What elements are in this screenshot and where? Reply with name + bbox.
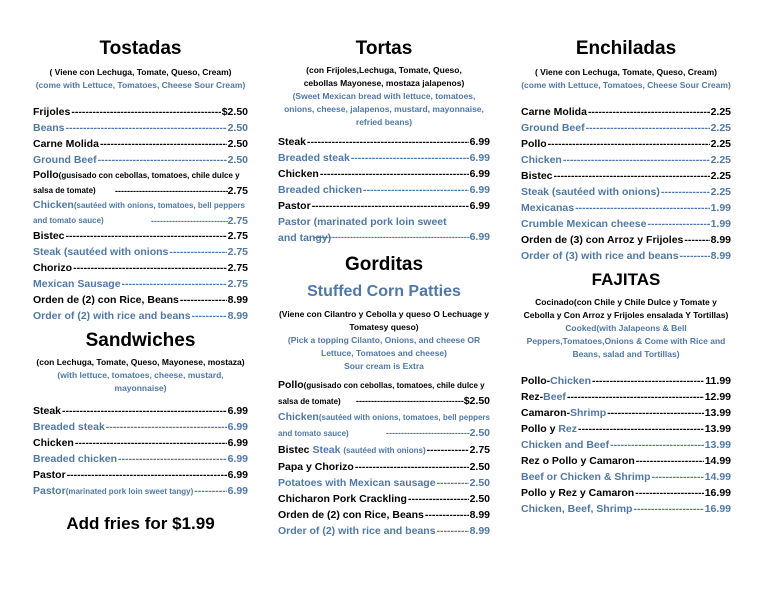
item-label: Beans (33, 122, 65, 134)
item-label: Chicken (278, 411, 319, 423)
item-price: $2.50 (463, 395, 490, 407)
item-price: 2.75 (227, 246, 248, 258)
fajitas-note-es: Cocinado(con Chile y Chile Dulce y Tomate y Cebolla y Con Arroz y Frijoles ensalada Y Tortillas) (523, 297, 729, 320)
sandwiches-pastor-item (33, 483, 248, 500)
menu-item (521, 389, 731, 405)
menu-item (521, 248, 731, 264)
item-label: Beef or Chicken & Shrimp (521, 471, 651, 483)
item-price: 2.25 (710, 138, 731, 150)
menu-item (33, 120, 248, 136)
item-label: Frijoles (33, 106, 71, 118)
gorditas-subtitle: Stuffed Corn Patties (307, 283, 461, 300)
item-label: Steak (sautéed with onions) (521, 186, 660, 198)
item-price: 2.50 (227, 154, 248, 166)
item-label: Chicken, Beef, Shrimp (521, 503, 633, 515)
fajitas-list (521, 373, 731, 517)
item-label: Chicken (278, 168, 319, 180)
tostadas-note-en: (come with Lettuce, Tomatoes, Cheese Sour Cream) (35, 80, 246, 90)
menu-item (33, 435, 248, 451)
item-label: Order of (2) with rice and beans (33, 310, 191, 322)
menu-item (33, 308, 248, 324)
gorditas-title: Gorditas (344, 254, 424, 275)
item-label: Bistec (278, 444, 310, 456)
item-detail: (sautéed with onions) (343, 446, 426, 455)
item-price: 1.99 (710, 218, 731, 230)
item-price: 2.75 (227, 185, 248, 197)
item-label: Chicken and Beef (521, 439, 610, 451)
menu-item (278, 507, 490, 523)
enchiladas-title: Enchiladas (575, 38, 677, 59)
menu-item (278, 198, 490, 214)
menu-item (521, 216, 731, 232)
item-label: Mexicanas (521, 202, 575, 214)
item-label: Steak (33, 405, 62, 417)
tortas-title: Tortas (355, 38, 413, 59)
item-label: Crumble Mexican cheese (521, 218, 647, 230)
menu-item (33, 467, 248, 483)
tostadas-title: Tostadas (99, 38, 182, 59)
enchiladas-note-en: (come with Lettuce, Tomatoes, Cheese Sour Cream) (521, 80, 731, 90)
menu-item (33, 403, 248, 419)
item-label-en: Steak (312, 444, 341, 456)
item-price: 6.99 (227, 405, 248, 417)
sandwiches-title: Sandwiches (85, 330, 196, 351)
item-label: Bistec (521, 170, 553, 182)
menu-item (278, 166, 490, 182)
menu-item (521, 168, 731, 184)
tortas-note-es: (con Frijoles,Lechuga, Tomate, Queso, cebollas Mayonese, mostaza jalapenos) (303, 65, 465, 88)
item-label: Mexican Sausage (33, 278, 121, 290)
item-label: Orden de (2) con Rice, Beans (278, 509, 424, 521)
enchiladas-note-es: ( Viene con Lechuga, Tomate, Queso, Cream) (534, 67, 717, 77)
item-price: 2.50 (469, 477, 490, 489)
menu-item (33, 152, 248, 168)
gorditas-note-extra: Sour cream is Extra (344, 361, 424, 371)
menu-item (521, 152, 731, 168)
item-price: 2.25 (710, 170, 731, 182)
gorditas-note-en: (Pick a topping Cilanto, Onions, and cheese OR Lettuce, Tomatoes and cheese) (287, 335, 481, 358)
menu-item (521, 373, 731, 389)
sandwiches-list (33, 403, 248, 483)
item-label: Pastor (278, 200, 311, 212)
item-price: 8.99 (227, 310, 248, 322)
item-label: Chicharon Pork Crackling (278, 493, 407, 505)
menu-item (521, 453, 731, 469)
item-label: Pollo-Chicken (521, 375, 592, 387)
item-price: 6.99 (469, 231, 490, 243)
tortas-note-en: (Sweet Mexican bread with lettuce, tomatoes, onions, cheese, jalapenos, mustard, mayonnaise, refried beans) (284, 91, 484, 127)
item-label: Pastor (marinated pork loin sweet and tangy) (278, 216, 447, 244)
item-label: Bistec (33, 230, 65, 242)
item-price: 6.99 (227, 437, 248, 449)
item-label: Chicken (33, 437, 74, 449)
tostadas-list-2 (33, 228, 248, 324)
item-price: 6.99 (469, 168, 490, 180)
item-price: 13.99 (704, 423, 731, 435)
menu-item (521, 104, 731, 120)
menu-item (33, 136, 248, 152)
menu-item (278, 134, 490, 150)
tortas-list (278, 134, 490, 214)
item-price: 1.99 (710, 202, 731, 214)
menu-item (521, 136, 731, 152)
item-price: 16.99 (704, 503, 731, 515)
menu-item (33, 292, 248, 308)
column-right (521, 0, 731, 517)
add-fries-note: Add fries for $1.99 (66, 514, 215, 533)
item-price: 8.99 (227, 294, 248, 306)
item-price: 2.75 (227, 230, 248, 242)
menu-item (33, 260, 248, 276)
item-price: 6.99 (469, 136, 490, 148)
item-price: 2.50 (469, 461, 490, 473)
item-label: Orden de (3) con Arroz y Frijoles (521, 234, 684, 246)
item-label: Rez o Pollo y Camaron (521, 455, 635, 467)
item-price: 8.99 (469, 525, 490, 537)
menu-item (33, 451, 248, 467)
gorditas-note-es: (Viene con Cilantro y Cebolla y queso O Lechuage y Tomatesy queso) (278, 309, 490, 332)
column-middle (278, 0, 490, 539)
item-price: 2.75 (227, 215, 248, 227)
item-price: 6.99 (469, 200, 490, 212)
item-label: Chorizo (33, 262, 73, 274)
item-label: Breaded chicken (278, 184, 363, 196)
item-price: 8.99 (469, 509, 490, 521)
item-detail: (sautéed with onions, tomatoes, bell peppers and tomato sauce) (33, 201, 245, 225)
menu-item (33, 104, 248, 120)
item-price: 8.99 (710, 250, 731, 262)
item-price: 2.25 (710, 154, 731, 166)
menu-item (521, 485, 731, 501)
item-price: 13.99 (704, 439, 731, 451)
sandwiches-note-en: (with lettuce, tomatoes, cheese, mustard, mayonnaise) (57, 370, 224, 393)
menu-item (521, 469, 731, 485)
menu-item (521, 405, 731, 421)
item-price: 2.75 (227, 262, 248, 274)
item-price: 16.99 (704, 487, 731, 499)
item-price: 6.99 (227, 469, 248, 481)
item-label: Chicken (521, 154, 562, 166)
tostadas-list (33, 104, 248, 168)
item-price: 2.25 (710, 122, 731, 134)
item-label: Ground Beef (33, 154, 97, 166)
item-label: Pollo y Rez y Camaron (521, 487, 635, 499)
item-label: Pollo (278, 379, 304, 391)
item-label: Pastor (33, 485, 66, 497)
gorditas-list (278, 459, 490, 539)
item-price: 11.99 (705, 375, 731, 387)
item-detail: (sautéed with onions, tomatoes, bell peppers and tomato sauce) (278, 413, 490, 438)
menu-item (278, 475, 490, 491)
item-price: 2.25 (710, 106, 731, 118)
gorditas-bistec-item (278, 442, 490, 459)
item-price: 12.99 (704, 391, 731, 403)
item-price: $2.50 (221, 106, 248, 118)
item-label: Steak (sautéed with onions (33, 246, 169, 258)
item-label: Breaded steak (278, 152, 350, 164)
menu-item (521, 421, 731, 437)
item-label: Pollo y Rez (521, 423, 578, 435)
item-price: 6.99 (469, 184, 490, 196)
item-price: 2.75 (469, 444, 490, 456)
fajitas-title: FAJITAS (591, 270, 661, 289)
item-price: 6.99 (227, 485, 248, 497)
item-label: Camaron-Shrimp (521, 407, 607, 419)
item-price: 2.75 (227, 278, 248, 290)
menu-item (278, 182, 490, 198)
menu-item (278, 523, 490, 539)
item-price: 2.50 (469, 427, 490, 439)
tostadas-note-es: ( Viene con Lechuga, Tomate, Queso, Cream) (49, 67, 232, 77)
fajitas-note-en: Cooked(with Jalapeons & Bell Peppers,Tomatoes,Onions & Come with Rice and Beans, salad and Tortillas) (526, 323, 726, 359)
item-label: Carne Molida (521, 106, 587, 118)
item-label: Ground Beef (521, 122, 585, 134)
menu-item (278, 150, 490, 166)
item-price: 2.50 (227, 122, 248, 134)
item-label: Breaded steak (33, 421, 105, 433)
item-label: Papa y Chorizo (278, 461, 354, 473)
item-price: 14.99 (704, 471, 731, 483)
item-price: 6.99 (469, 152, 490, 164)
menu-item (521, 501, 731, 517)
menu-item (33, 276, 248, 292)
item-label: Breaded chicken (33, 453, 118, 465)
menu-item (521, 200, 731, 216)
menu-item (278, 459, 490, 475)
item-price: 13.99 (704, 407, 731, 419)
item-price: 8.99 (710, 234, 731, 246)
item-price: 6.99 (227, 421, 248, 433)
item-price: 2.50 (469, 493, 490, 505)
item-detail: (gusisado con cebollas, tomatoes, chile dulce y salsa de tomate) (278, 381, 485, 406)
item-label: Rez-Beef (521, 391, 566, 403)
item-label: Pollo (33, 169, 59, 181)
menu-item (521, 184, 731, 200)
item-price: 6.99 (227, 453, 248, 465)
item-label: Pollo (521, 138, 547, 150)
menu-item (278, 491, 490, 507)
item-label: Potatoes with Mexican sausage (278, 477, 436, 489)
item-label: Chicken (33, 199, 74, 211)
enchiladas-list (521, 104, 731, 264)
menu-item (33, 419, 248, 435)
item-label: Steak (278, 136, 307, 148)
menu-item (521, 232, 731, 248)
item-label: Order of (2) with rice and beans (278, 525, 436, 537)
item-detail: (marinated pork loin sweet tangy) (65, 487, 194, 496)
menu-item (33, 244, 248, 260)
column-left (33, 0, 248, 534)
item-label: Order of (3) with rice and beans (521, 250, 679, 262)
item-label: Pastor (33, 469, 66, 481)
item-price: 2.25 (710, 186, 731, 198)
item-label: Orden de (2) con Rice, Beans (33, 294, 179, 306)
item-price: 14.99 (704, 455, 731, 467)
menu-item (33, 228, 248, 244)
item-price: 2.50 (227, 138, 248, 150)
menu-item (521, 120, 731, 136)
item-detail: (gusisado con cebollas, tomatoes, chile dulce y salsa de tomate) (33, 171, 240, 195)
item-label: Carne Molida (33, 138, 99, 150)
menu-item (521, 437, 731, 453)
sandwiches-note-es: (con Lechuga, Tomate, Queso, Mayonese, mostaza) (36, 357, 245, 367)
